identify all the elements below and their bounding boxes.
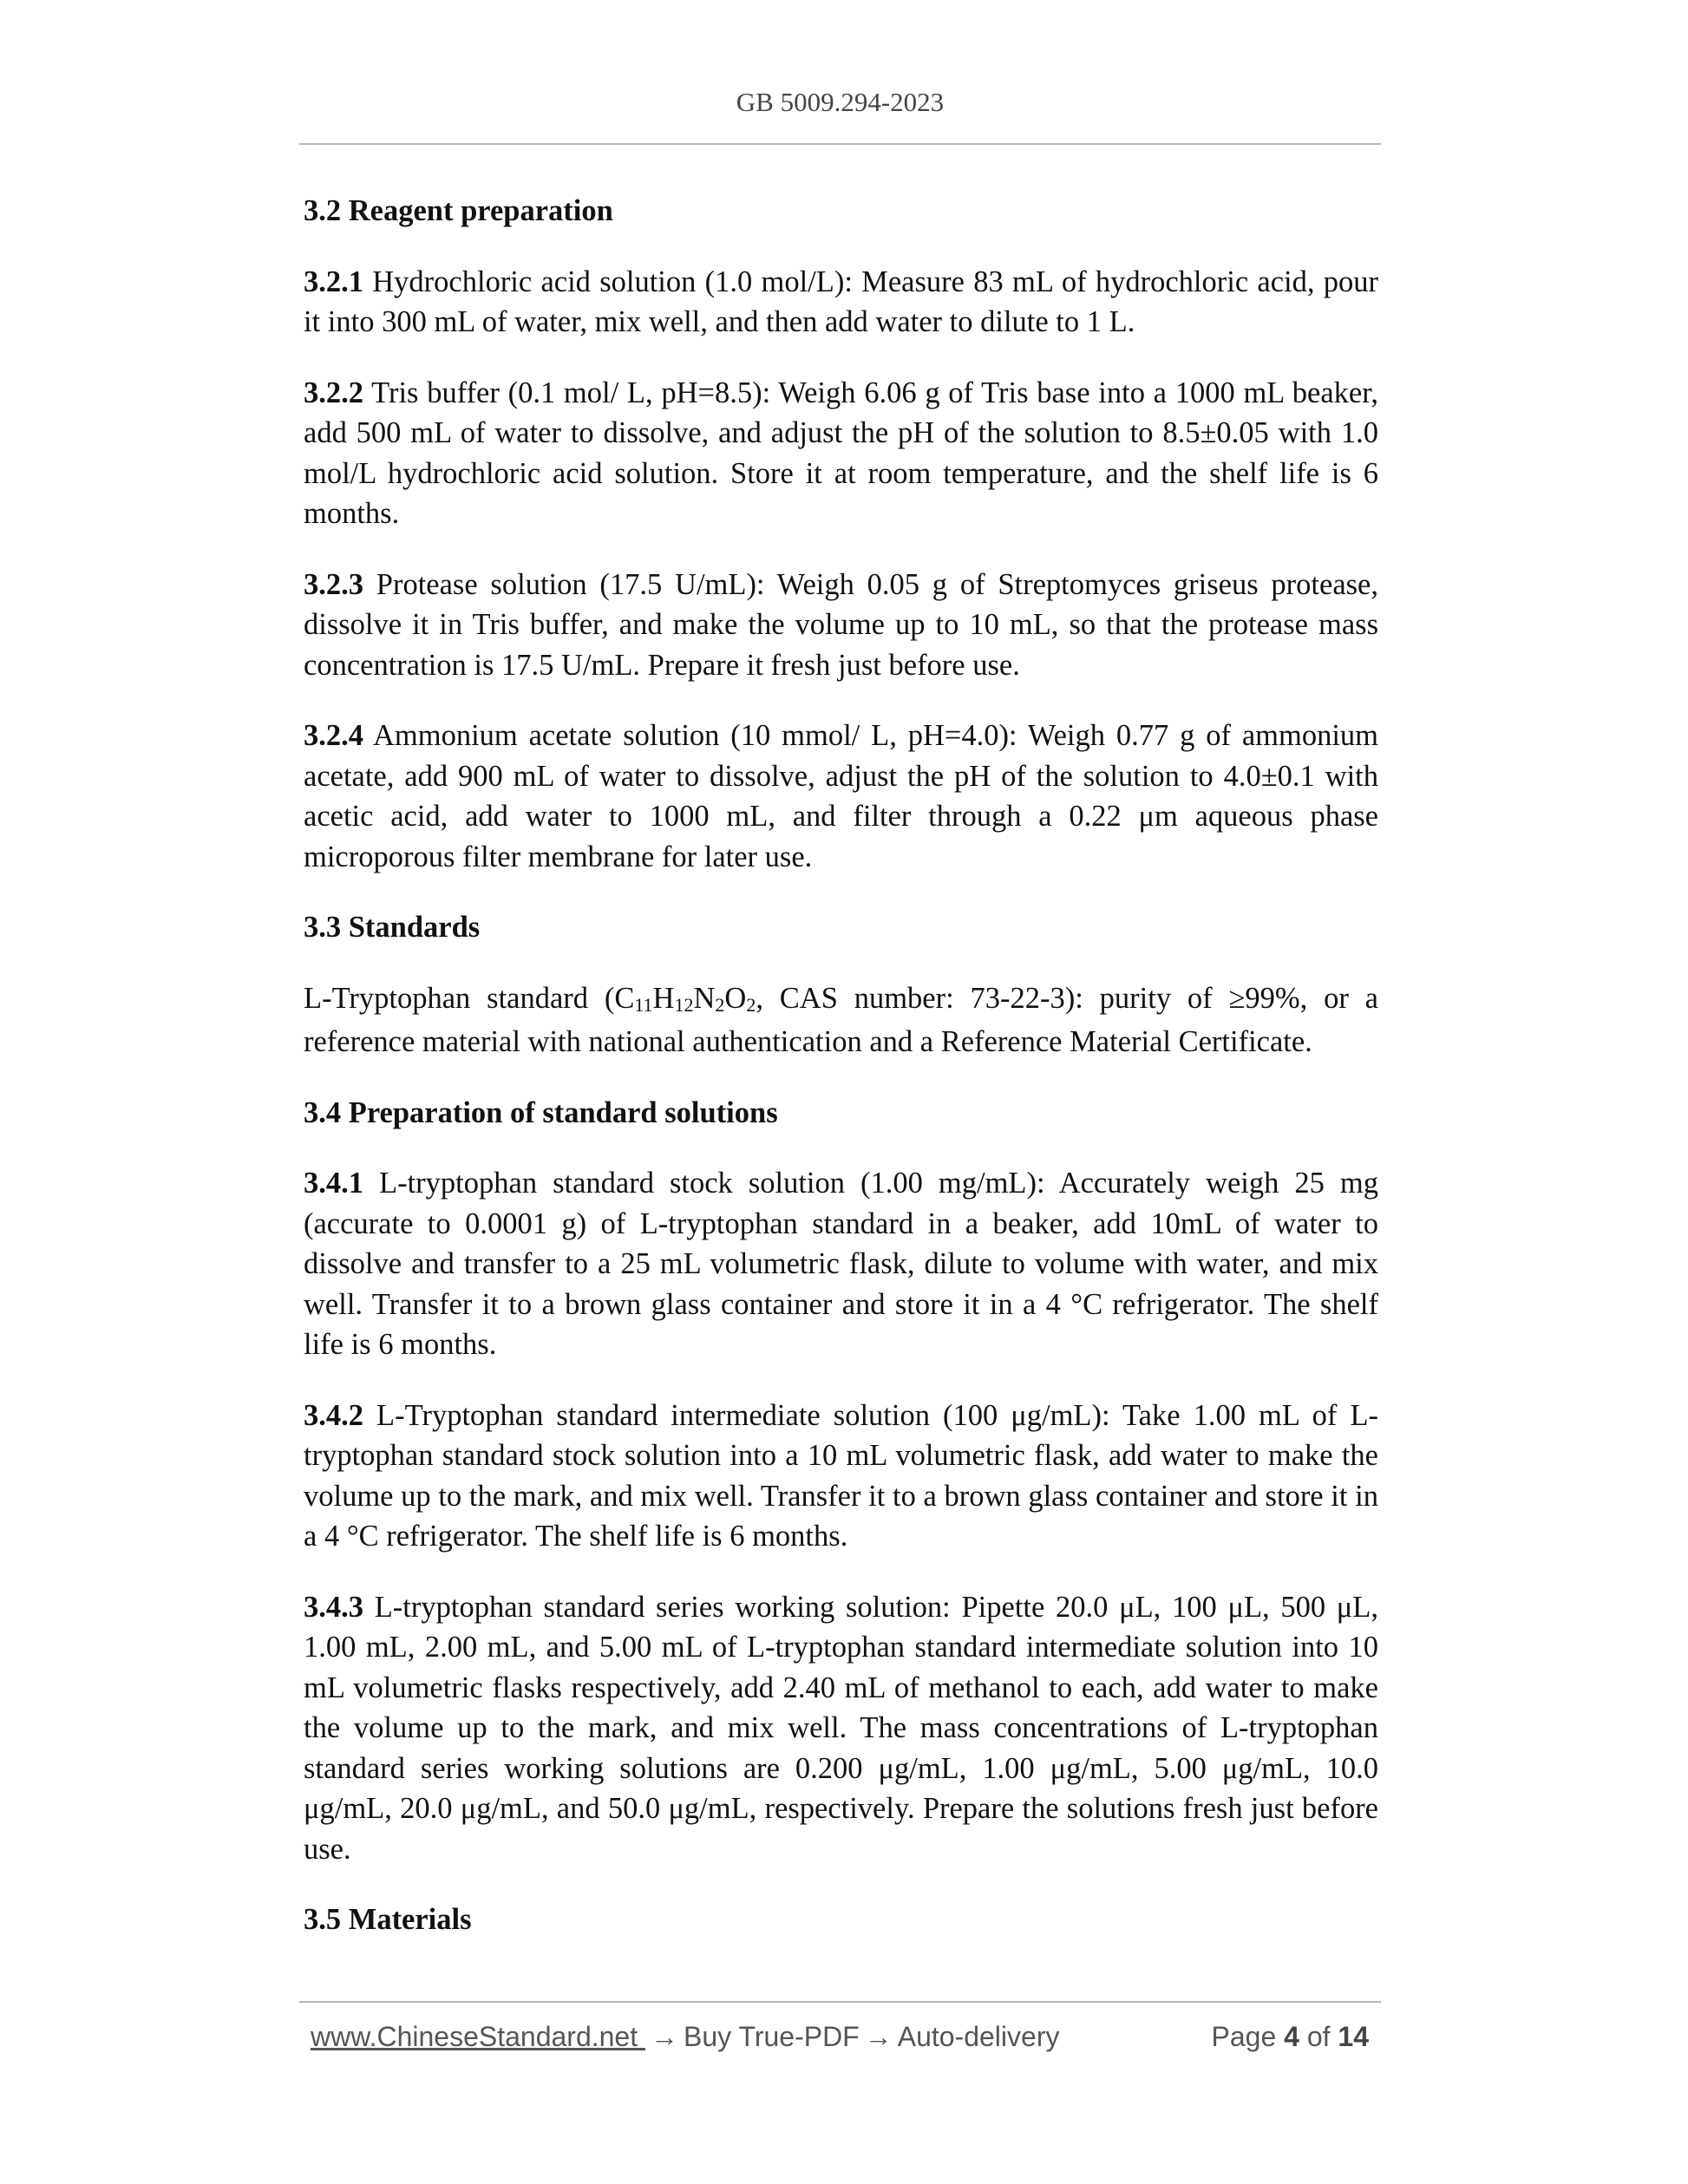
formula-element: O (724, 981, 747, 1015)
clause-3-2-4 (304, 716, 1378, 877)
standards-text-end: , CAS number: 73-22-3): purity of ≥99%, or a reference material with national authentication and a Reference Material Certificate. (304, 981, 1378, 1058)
formula-element: H (652, 981, 675, 1015)
section-heading-3-4: 3.4 Preparation of standard solutions (304, 1095, 778, 1129)
clause-3-2-1 (304, 262, 1378, 343)
formula-element: N (693, 981, 716, 1015)
clause-3-2-2 (304, 373, 1378, 534)
clause-number: 3.2.4 (304, 719, 363, 752)
arrow-right-icon: → (651, 2021, 678, 2052)
footer-divider (299, 2001, 1381, 2003)
page-header: GB 5009.294-2023 (736, 87, 945, 117)
section-heading-3-2: 3.2 Reagent preparation (304, 194, 613, 227)
clause-3-4-2 (304, 1396, 1378, 1557)
formula-subscript: 2 (715, 993, 725, 1016)
clause-number: 3.2.2 (304, 376, 363, 409)
clause-number: 3.4.3 (304, 1590, 363, 1624)
footer-left (311, 2021, 1059, 2053)
auto-delivery-text: Auto-delivery (897, 2021, 1060, 2052)
clause-text: Ammonium acetate solution (10 mmol/ L, pH=4.0): Weigh 0.77 g of ammonium acetate, add 900 mL of water to dissolve, adjust the pH of the solution to 4.0±0.1 with acetic acid, add water to 1000 mL, and filter through a 0.22 μm aqueous phase microporous filter membrane for later use. (304, 719, 1378, 873)
clause-text: L-tryptophan standard series working solution: Pipette 20.0 μL, 100 μL, 500 μL, 1.00 mL, 2.00 mL, and 5.00 mL of L-tryptophan standard intermediate solution into 10 mL volumetric flasks respectively, add 2.40 mL of methanol to each, add water to make the volume up to the mark, and mix well. The mass concentrations of L-tryptophan standard series working solutions are 0.200 μg/mL, 1.00 μg/mL, 5.00 μg/mL, 10.0 μg/mL, 20.0 μg/mL, and 50.0 μg/mL, respectively. Prepare the solutions fresh just before use. (304, 1590, 1379, 1866)
total-pages-number: 14 (1338, 2021, 1369, 2052)
header-divider (299, 143, 1381, 145)
standards-paragraph (304, 978, 1378, 1063)
current-page-number: 4 (1284, 2021, 1299, 2052)
section-heading-3-3: 3.3 Standards (304, 911, 481, 944)
page-indicator (1212, 2021, 1369, 2053)
clause-number: 3.2.3 (304, 567, 363, 601)
clause-number: 3.2.1 (304, 265, 363, 298)
formula-subscript: 12 (674, 993, 694, 1016)
clause-3-2-3 (304, 565, 1378, 686)
clause-text: L-tryptophan standard stock solution (1.00 mg/mL): Accurately weigh 25 mg (accurate to 0.0001 g) of L-tryptophan standard in a beaker, add 10mL of water to dissolve and transfer to a 25 mL volumetric flask, dilute to volume with water, and mix well. Transfer it to a brown glass container and store it in a 4 °C refrigerator. The shelf life is 6 months. (304, 1167, 1378, 1361)
arrow-right-icon: → (864, 2021, 893, 2052)
standards-text-start: L-Tryptophan standard (C (304, 981, 635, 1015)
of-label: of (1306, 2021, 1331, 2052)
section-heading-3-5: 3.5 Materials (304, 1903, 472, 1936)
clause-number: 3.4.1 (304, 1167, 363, 1200)
page-footer (311, 2021, 1369, 2053)
clause-text: Hydrochloric acid solution (1.0 mol/L): Measure 83 mL of hydrochloric acid, pour it into 300 mL of water, mix well, and then add water to dilute to 1 L. (304, 265, 1379, 338)
formula-subscript: 11 (634, 993, 653, 1016)
clause-3-4-3 (304, 1587, 1378, 1870)
website-link[interactable]: www.ChineseStandard.net (311, 2021, 645, 2052)
clause-text: L-Tryptophan standard intermediate solution (100 μg/mL): Take 1.00 mL of L-tryptophan standard stock solution into a 10 mL volumetric flask, add water to make the volume up to the mark, and mix well. Transfer it to a brown glass container and store it in a 4 °C refrigerator. The shelf life is 6 months. (304, 1398, 1379, 1553)
clause-text: Protease solution (17.5 U/mL): Weigh 0.05 g of Streptomyces griseus protease, dissolve it in Tris buffer, and make the volume up to 10 mL, so that the protease mass concentration is 17.5 U/mL. Prepare it fresh just before use. (304, 567, 1378, 682)
buy-true-pdf-text: Buy True-PDF (684, 2021, 860, 2052)
formula-subscript: 2 (746, 993, 756, 1016)
clause-3-4-1 (304, 1163, 1378, 1365)
document-body (304, 191, 1378, 1971)
page-label: Page (1211, 2021, 1277, 2052)
clause-text: Tris buffer (0.1 mol/ L, pH=8.5): Weigh 6.06 g of Tris base into a 1000 mL beaker, add 500 mL of water to dissolve, and adjust the pH of the solution to 8.5±0.05 with 1.0 mol/L hydrochloric acid solution. Store it at room temperature, and the shelf life is 6 months. (304, 376, 1378, 530)
clause-number: 3.4.2 (304, 1398, 363, 1432)
